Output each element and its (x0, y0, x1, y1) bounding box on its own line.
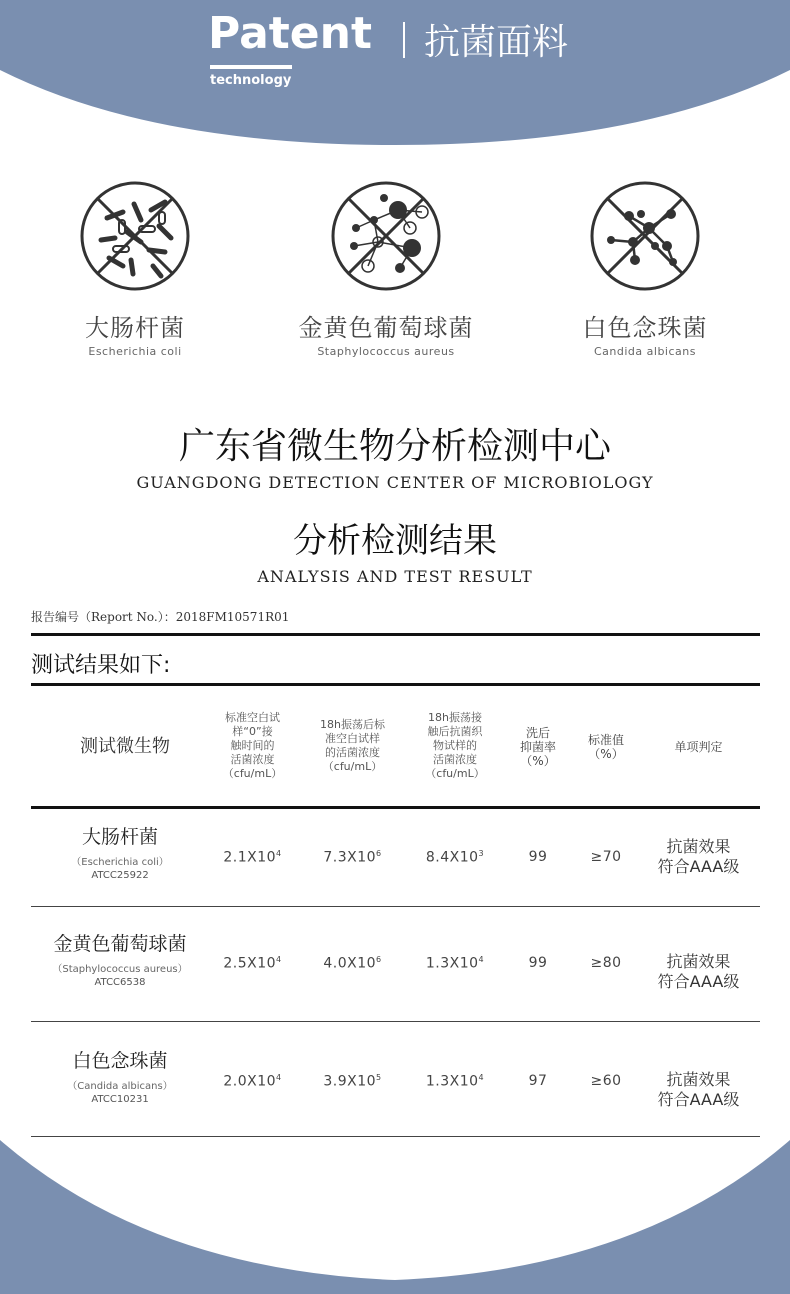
header-line: 抑菌率 (519, 740, 556, 754)
row-divider (31, 906, 760, 907)
divider-rule (31, 633, 760, 636)
row-value-blank-18h: $7.3X10^6$ (323, 849, 382, 866)
header-line: （cfu/mL） (425, 767, 485, 780)
header-line: 触时间的 (230, 739, 275, 752)
header-line: 单项判定 (674, 740, 723, 754)
microbe-en-name: Candida albicans (594, 345, 696, 358)
result-title-cn: 分析检测结果 (293, 521, 497, 561)
microbe-ecoli (15, 180, 255, 358)
row-value-blank-0h: $2.5X10^4$ (223, 955, 282, 972)
result-title-en: ANALYSIS AND TEST RESULT (257, 567, 533, 586)
microbe-cn-name: 金黄色葡萄球菌 (298, 314, 474, 342)
row-standard: ≥80 (590, 955, 622, 971)
header-line: 测试微生物 (80, 736, 170, 757)
header-blank-0h (205, 711, 300, 781)
header-treated-18h (405, 711, 505, 781)
row-standard: ≥60 (590, 1073, 622, 1089)
row-name-cn: 金黄色葡萄球菌 (53, 933, 187, 955)
center-title-en: GUANGDONG DETECTION CENTER OF MICROBIOLOGY (136, 473, 654, 492)
row-value-treated-18h: $1.3X10^4$ (425, 1073, 485, 1090)
microbe-en-name: Staphylococcus aureus (317, 345, 455, 358)
row-name-cn: 大肠杆菌 (81, 826, 158, 848)
microbe-cn-name: 大肠杆菌 (85, 314, 185, 342)
brand-logo-word: Patent (208, 8, 372, 59)
header-line: 洗后 (525, 726, 550, 740)
row-microbe (30, 822, 210, 881)
header-standard (571, 733, 641, 761)
section-title: 测试结果如下: (31, 653, 171, 678)
row-atcc: ATCC6538 (94, 977, 146, 988)
report-number (31, 608, 289, 625)
microbe-candida (525, 180, 765, 358)
brand-subtitle: technology (210, 73, 292, 88)
header-inhibition-rate (505, 726, 571, 768)
microbe-staph (266, 180, 506, 358)
row-name-en: （Staphylococcus aureus） (52, 964, 188, 975)
header-microbe (40, 732, 210, 758)
row-verdict: 抗菌效果 符合AAA级 (657, 952, 740, 991)
row-verdict: 抗菌效果 符合AAA级 (657, 837, 740, 876)
row-divider (31, 1021, 760, 1022)
row-standard: ≥70 (590, 849, 622, 865)
header-line: 物试样的 (433, 739, 477, 752)
header-line: 18h振荡后标 (320, 718, 385, 731)
row-inhibition-rate: 99 (528, 849, 548, 865)
row-value-treated-18h: $8.4X10^3$ (425, 849, 485, 866)
divider-rule (31, 683, 760, 686)
table-header-rule (31, 806, 760, 809)
header-verdict (641, 740, 756, 754)
header-line: 样“0”接 (232, 725, 273, 738)
report-value: 2018FM10571R01 (175, 610, 290, 624)
bottom-banner-shape (0, 1140, 790, 1294)
center-title-cn: 广东省微生物分析检测中心 (178, 426, 611, 467)
microbe-en-name: Escherichia coli (88, 345, 182, 358)
header-line: 的活菌浓度 (325, 746, 380, 759)
header-line: （cfu/mL） (322, 760, 383, 773)
header-line: （%） (588, 747, 624, 761)
cocci-network-crossed-icon (330, 180, 442, 292)
row-inhibition-rate: 99 (528, 955, 548, 971)
row-name-en: （Candida albicans） (67, 1081, 173, 1092)
row-microbe (30, 929, 210, 988)
header-blank-18h (300, 718, 405, 774)
header-line: 标准值 (587, 733, 624, 747)
header-line: 标准空白试 (225, 711, 280, 724)
brand-divider (403, 22, 405, 58)
row-microbe (30, 1046, 210, 1105)
row-inhibition-rate: 97 (528, 1073, 548, 1089)
row-atcc: ATCC10231 (91, 1094, 149, 1105)
brand-header (0, 0, 790, 110)
rod-bacteria-crossed-icon (79, 180, 191, 292)
row-value-blank-0h: $2.1X10^4$ (223, 849, 282, 866)
row-value-blank-18h: $3.9X10^5$ (323, 1073, 382, 1090)
row-divider (31, 1136, 760, 1137)
header-line: 准空白试样 (325, 732, 380, 745)
header-line: 活菌浓度 (433, 753, 477, 766)
brand-cn-title: 抗菌面料 (424, 22, 569, 63)
row-atcc: ATCC25922 (91, 870, 149, 881)
header-line: 触后抗菌织 (427, 725, 483, 738)
row-value-blank-0h: $2.0X10^4$ (223, 1073, 282, 1090)
row-value-blank-18h: $4.0X10^6$ (323, 955, 382, 972)
header-line: 18h振荡接 (428, 711, 482, 724)
row-value-treated-18h: $1.3X10^4$ (425, 955, 485, 972)
brand-underline (210, 65, 292, 69)
header-line: 活菌浓度 (230, 753, 275, 766)
header-line: （cfu/mL） (222, 767, 283, 780)
report-label: 报告编号（Report No.）： (31, 610, 176, 624)
row-name-en: （Escherichia coli） (71, 857, 169, 868)
microbe-cn-name: 白色念珠菌 (582, 314, 708, 342)
yeast-cluster-crossed-icon (589, 180, 701, 292)
row-name-cn: 白色念珠菌 (72, 1050, 168, 1072)
header-line: （%） (520, 754, 556, 768)
row-verdict: 抗菌效果 符合AAA级 (657, 1070, 740, 1109)
